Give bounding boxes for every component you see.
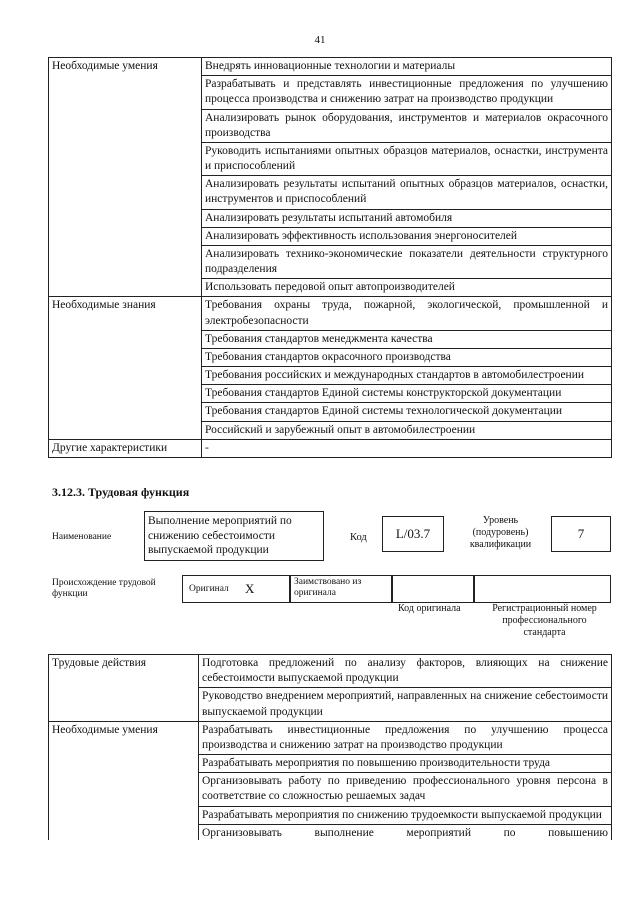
table-cell: Анализировать эффективность использования энергоносителей: [202, 227, 612, 245]
table-cell: Требования стандартов Единой системы технологической документации: [202, 403, 612, 421]
actions-skills-table: [48, 654, 612, 840]
table-cell: Требования стандартов Единой системы конструкторской документации: [202, 385, 612, 403]
table-cell: Использовать передовой опыт автопроизводителей: [202, 279, 612, 297]
table-cell: Требования охраны труда, пожарной, экологической, промышленной и электробезопасности: [202, 297, 612, 330]
borrowed-label: Заимствовано из оригинала: [294, 577, 362, 599]
table-cell: Руководство внедрением мероприятий, направленных на снижение себестоимости выпускаемой продукции: [199, 688, 612, 721]
table-cell: Разрабатывать мероприятия по снижению трудоемкости выпускаемой продукции: [199, 806, 612, 824]
code-label: Код: [350, 532, 367, 543]
level-value: 7: [577, 526, 585, 541]
section-title: 3.12.3. Трудовая функция: [52, 485, 190, 499]
table-cell: Организовывать работу по приведению профессионального уровня персона в соответствие со сложностью решаемых задач: [199, 773, 612, 806]
original-mark: X: [245, 581, 255, 596]
level-label: Уровень (подуровень) квалификации: [469, 515, 532, 550]
table-cell: Внедрять инновационные технологии и материалы: [202, 58, 612, 76]
original-label: Оригинал: [189, 584, 229, 594]
table-cell: Разрабатывать мероприятия по повышению производительности труда: [199, 755, 612, 773]
row-label: Необходимые знания: [49, 297, 202, 439]
table-cell: Анализировать технико-экономические показатели деятельности структурного подразделения: [202, 245, 612, 278]
table-cell: Организовывать выполнение мероприятий по повышению: [199, 824, 612, 840]
code-original-caption: Код оригинала: [398, 603, 461, 614]
code-value: L/03.7: [395, 526, 431, 541]
table-cell: Требования российских и международных стандартов в автомобилестроении: [202, 367, 612, 385]
table-cell: Требования стандартов менеджмента качества: [202, 330, 612, 348]
reg-number-caption: Регистрационный номер профессионального стандарта: [492, 603, 597, 638]
row-label: Другие характеристики: [49, 439, 202, 457]
row-label: Необходимые умения: [49, 58, 202, 297]
row-label: Трудовые действия: [49, 655, 199, 722]
table-cell: Разрабатывать и представлять инвестиционные предложения по улучшению процесса производства и снижению затрат на производство продукции: [202, 76, 612, 109]
row-label: Необходимые умения: [49, 721, 199, 840]
table-cell: Российский и зарубежный опыт в автомобилестроении: [202, 421, 612, 439]
table-cell: Требования стандартов окрасочного производства: [202, 348, 612, 366]
table-cell: Руководить испытаниями опытных образцов материалов, оснастки, инструмента и приспособлений: [202, 142, 612, 175]
table-cell: Подготовка предложений по анализу факторов, влияющих на снижение себестоимости выпускаемой продукции: [199, 655, 612, 688]
table-cell: Анализировать результаты испытаний опытных образцов материалов, оснастки, инструментов и приспособлений: [202, 176, 612, 209]
name-value: Выполнение мероприятий по снижению себестоимости выпускаемой продукции: [148, 515, 292, 557]
table-cell: -: [202, 439, 612, 457]
table-cell: Анализировать рынок оборудования, инструментов и материалов окрасочного производства: [202, 109, 612, 142]
origin-label: Происхождение трудовой функции: [52, 578, 156, 600]
page-number: 41: [314, 34, 326, 46]
name-label: Наименование: [52, 532, 112, 542]
table-cell: Анализировать результаты испытаний автомобиля: [202, 209, 612, 227]
table-cell: Разрабатывать инвестиционные предложения по улучшению процесса производства и снижению затрат на производство продукции: [199, 721, 612, 754]
